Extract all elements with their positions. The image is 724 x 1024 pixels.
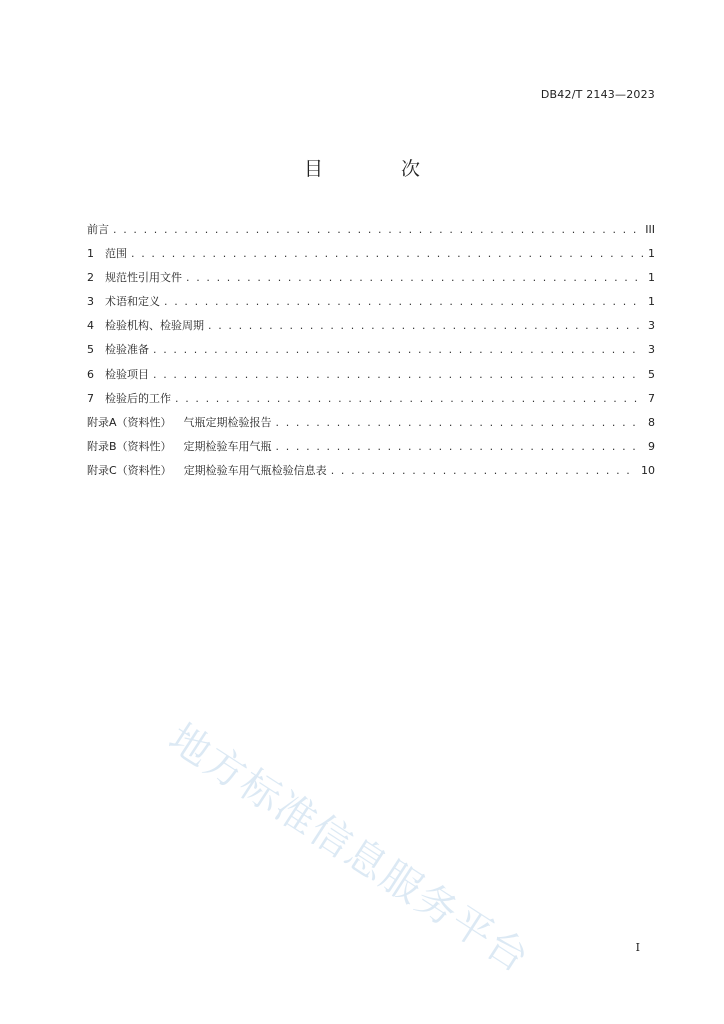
toc-entry-normative-references[interactable] [87, 266, 655, 290]
toc-entry-number: 3 [87, 295, 94, 309]
toc-entry-label: 规范性引用文件 [105, 271, 182, 285]
toc-entry-page: 1 [648, 295, 655, 309]
toc-entry-page: 1 [648, 247, 655, 261]
toc-entry-page: 9 [648, 439, 655, 453]
toc-entry-page: 1 [648, 271, 655, 285]
toc-entry-number: 2 [87, 271, 94, 285]
toc-entry-page: 10 [641, 463, 655, 477]
toc-entry-page: III [645, 223, 655, 236]
page-number: I [635, 941, 640, 954]
toc-entry-page: 5 [648, 367, 655, 381]
toc-leader-dots [153, 363, 643, 387]
toc-entry-inspection-items[interactable] [87, 363, 655, 387]
toc-leader-dots [276, 435, 643, 459]
toc-leader-dots [131, 242, 643, 266]
toc-entry-number: 7 [87, 391, 94, 405]
toc-leader-dots [153, 338, 643, 362]
toc-entry-number: 1 [87, 247, 94, 261]
toc-entry-subtitle: 气瓶定期检验报告 [183, 415, 272, 429]
toc-leader-dots [164, 290, 643, 314]
toc-entry-label: 附录C（资料性） [87, 463, 172, 477]
toc-leader-dots [276, 411, 643, 435]
toc-entry-terms-definitions[interactable] [87, 290, 655, 314]
toc-entry-subtitle: 定期检验车用气瓶 [183, 439, 272, 453]
toc-entry-label: 前言 [87, 223, 109, 236]
table-of-contents [87, 218, 655, 483]
toc-entry-number: 6 [87, 367, 94, 381]
toc-entry-label: 检验项目 [105, 367, 149, 381]
toc-entry-post-inspection-work[interactable] [87, 387, 655, 411]
toc-entry-inspection-agency-period[interactable] [87, 314, 655, 338]
toc-entry-subtitle: 定期检验车用气瓶检验信息表 [183, 463, 327, 477]
toc-entry-page: 3 [648, 343, 655, 357]
toc-entry-scope[interactable] [87, 242, 655, 266]
toc-entry-page: 3 [648, 319, 655, 333]
toc-entry-page: 7 [648, 391, 655, 405]
toc-leader-dots [175, 387, 643, 411]
toc-entry-label: 检验机构、检验周期 [105, 319, 204, 333]
toc-entry-label: 术语和定义 [105, 295, 160, 309]
document-code: DB42/T 2143—2023 [540, 88, 655, 101]
toc-title: 目 次 [303, 158, 457, 180]
toc-leader-dots [186, 266, 643, 290]
toc-leader-dots [113, 218, 641, 242]
toc-entry-number: 4 [87, 319, 94, 333]
toc-entry-page: 8 [648, 415, 655, 429]
toc-entry-label: 检验准备 [105, 343, 149, 357]
toc-entry-appendix-c[interactable] [87, 459, 655, 483]
toc-leader-dots [331, 459, 637, 483]
toc-entry-inspection-preparation[interactable] [87, 338, 655, 362]
toc-entry-label: 范围 [105, 247, 127, 261]
toc-entry-label: 附录B（资料性） [87, 439, 172, 453]
toc-entry-label: 附录A（资料性） [87, 415, 172, 429]
toc-entry-label: 检验后的工作 [105, 391, 171, 405]
watermark: 地方标准信息服务平台 [160, 715, 538, 983]
toc-entry-number: 5 [87, 343, 94, 357]
toc-entry-appendix-b[interactable] [87, 435, 655, 459]
toc-leader-dots [208, 314, 643, 338]
toc-entry-preface[interactable] [87, 218, 655, 242]
toc-entry-appendix-a[interactable] [87, 411, 655, 435]
